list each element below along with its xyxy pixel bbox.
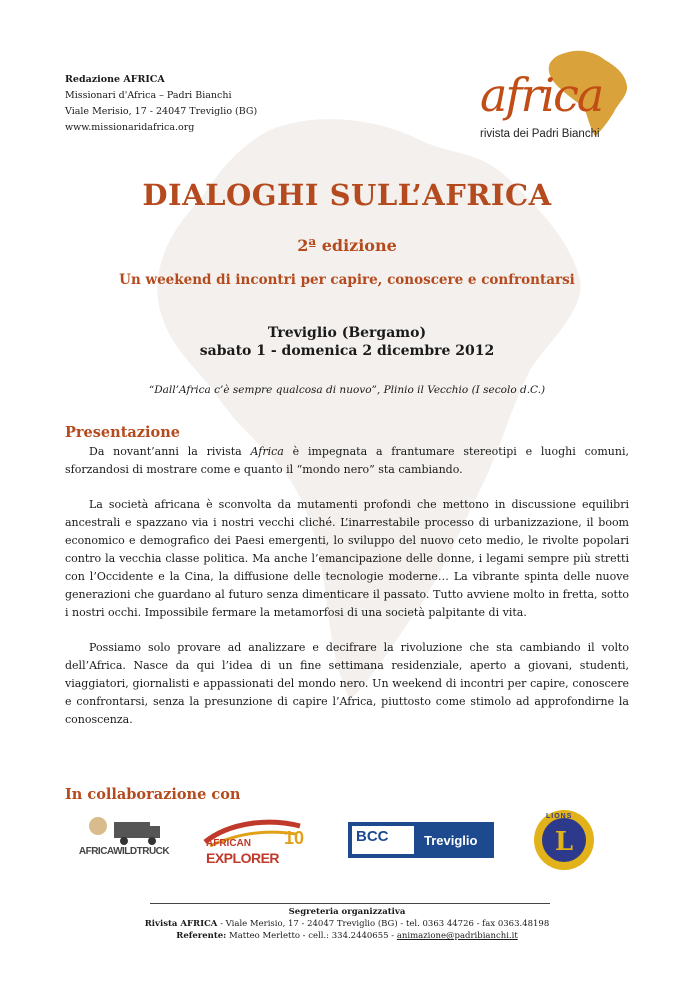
footer-line2-bold: Referente: xyxy=(176,931,227,941)
p1-em: Africa xyxy=(250,445,284,458)
footer xyxy=(0,906,694,942)
logo-subtitle: rivista dei Padri Bianchi xyxy=(480,128,600,140)
paragraph-3: Possiamo solo provare ad analizzare e decifrare la rivoluzione che sta cambiando il volto dell’Africa. Nasce da qui l’idea di un fine settimana residenziale, aperto a giovani, studenti, viaggiatori, giornalisti e appassionati del mondo nero. Un weekend di incontri per capire, conoscere e confrontarsi, senza la presunzione di capire l’Africa, piuttosto come stimolo ad approfondirne la conoscenza. xyxy=(65,641,629,726)
event-edition: 2ª edizione xyxy=(297,236,397,255)
sender-address: Viale Merisio, 17 - 24047 Treviglio (BG) xyxy=(65,106,258,117)
quote-author: , Plinio il Vecchio (I secolo d.C.) xyxy=(376,384,546,396)
footer-email-link[interactable]: animazione@padribianchi.it xyxy=(396,931,518,941)
footer-line1 xyxy=(0,918,694,930)
event-place: Treviglio (Bergamo) xyxy=(267,325,427,341)
presentazione-body xyxy=(65,443,629,746)
partner-2-name2: EXPLORER xyxy=(206,850,280,866)
partner-2-num: 10 xyxy=(284,828,305,848)
sender-line: Missionari d'Africa – Padri Bianchi xyxy=(65,90,232,101)
african-explorer-logo[interactable] xyxy=(198,812,308,872)
partner-1-name: AFRICAWILDTRUCK xyxy=(78,846,170,857)
partner-logos xyxy=(70,812,630,874)
partner-3-name: Treviglio xyxy=(424,833,478,848)
logo-word: africa xyxy=(480,68,603,122)
africa-logo xyxy=(470,48,635,148)
sender-org: Redazione AFRICA xyxy=(65,74,165,85)
paragraph-2: La società africana è sconvolta da mutamenti profondi che mettono in discussione equilibri ancestrali e spazzano via i nostri vecchi cliché. L’inarrestabile processo di urbanizzazione, il boom economico e demografico dei Paesi emergenti, lo sviluppo del nuovo ceto medio, le rivolte popolari contro la vecchia classe politica. Ma anche l’emancipazione delle donne, i legami sempre più stretti con l’Occidente e la Cina, la diffusione delle tecnologie moderne… La vibrante spinta delle nuove generazioni che guardano al futuro senza dimenticare il passato. Tutto avviene molto in fretta, sotto i nostri occhi. Impossibile fermare la metamorfosi di una società palpitante di vita. xyxy=(65,498,629,619)
svg-text:L: L xyxy=(554,827,574,857)
sender-block xyxy=(65,72,257,136)
partner-4-name: LIONS xyxy=(546,813,573,820)
event-title: DIALOGHI SULL’AFRICA xyxy=(142,178,552,212)
footer-line1-text: - Viale Merisio, 17 - 24047 Treviglio (BG) - tel. 0363 44726 - fax 0363.48198 xyxy=(217,919,550,929)
event-tagline: Un weekend di incontri per capire, conoscere e confrontarsi xyxy=(119,272,575,288)
footer-heading: Segreteria organizzativa xyxy=(288,907,406,917)
footer-rule xyxy=(150,903,550,904)
footer-line2-text: Matteo Merletto - cell.: 334.2440655 - xyxy=(226,931,397,941)
p1-pre: Da novant’anni la rivista xyxy=(89,445,251,458)
truck-icon xyxy=(84,814,164,846)
event-place-dates xyxy=(0,324,694,360)
p1-post: è impegnata a frantumare stereotipi e luoghi comuni, sforzandosi di mostrare come e quanto il “mondo nero” sta cambiando. xyxy=(65,445,629,476)
footer-line1-bold: Rivista AFRICA xyxy=(144,919,218,929)
partner-3-bcc: BCC xyxy=(356,828,389,845)
bcc-treviglio-logo[interactable] xyxy=(348,822,494,858)
presentazione-heading: Presentazione xyxy=(65,424,180,441)
lions-logo[interactable] xyxy=(532,808,596,872)
partner-2-name1: AFRICAN xyxy=(206,838,251,849)
collaborazione-heading: In collaborazione con xyxy=(65,786,241,803)
sender-website[interactable]: www.missionaridafrica.org xyxy=(65,122,195,133)
event-quote xyxy=(0,384,694,396)
footer-line2 xyxy=(0,930,694,942)
quote-text: “Dall’Africa c’è sempre qualcosa di nuovo” xyxy=(148,384,377,396)
africa-wild-truck-logo[interactable] xyxy=(70,812,178,872)
paragraph-1 xyxy=(65,443,629,479)
event-dates: sabato 1 - domenica 2 dicembre 2012 xyxy=(199,343,495,359)
